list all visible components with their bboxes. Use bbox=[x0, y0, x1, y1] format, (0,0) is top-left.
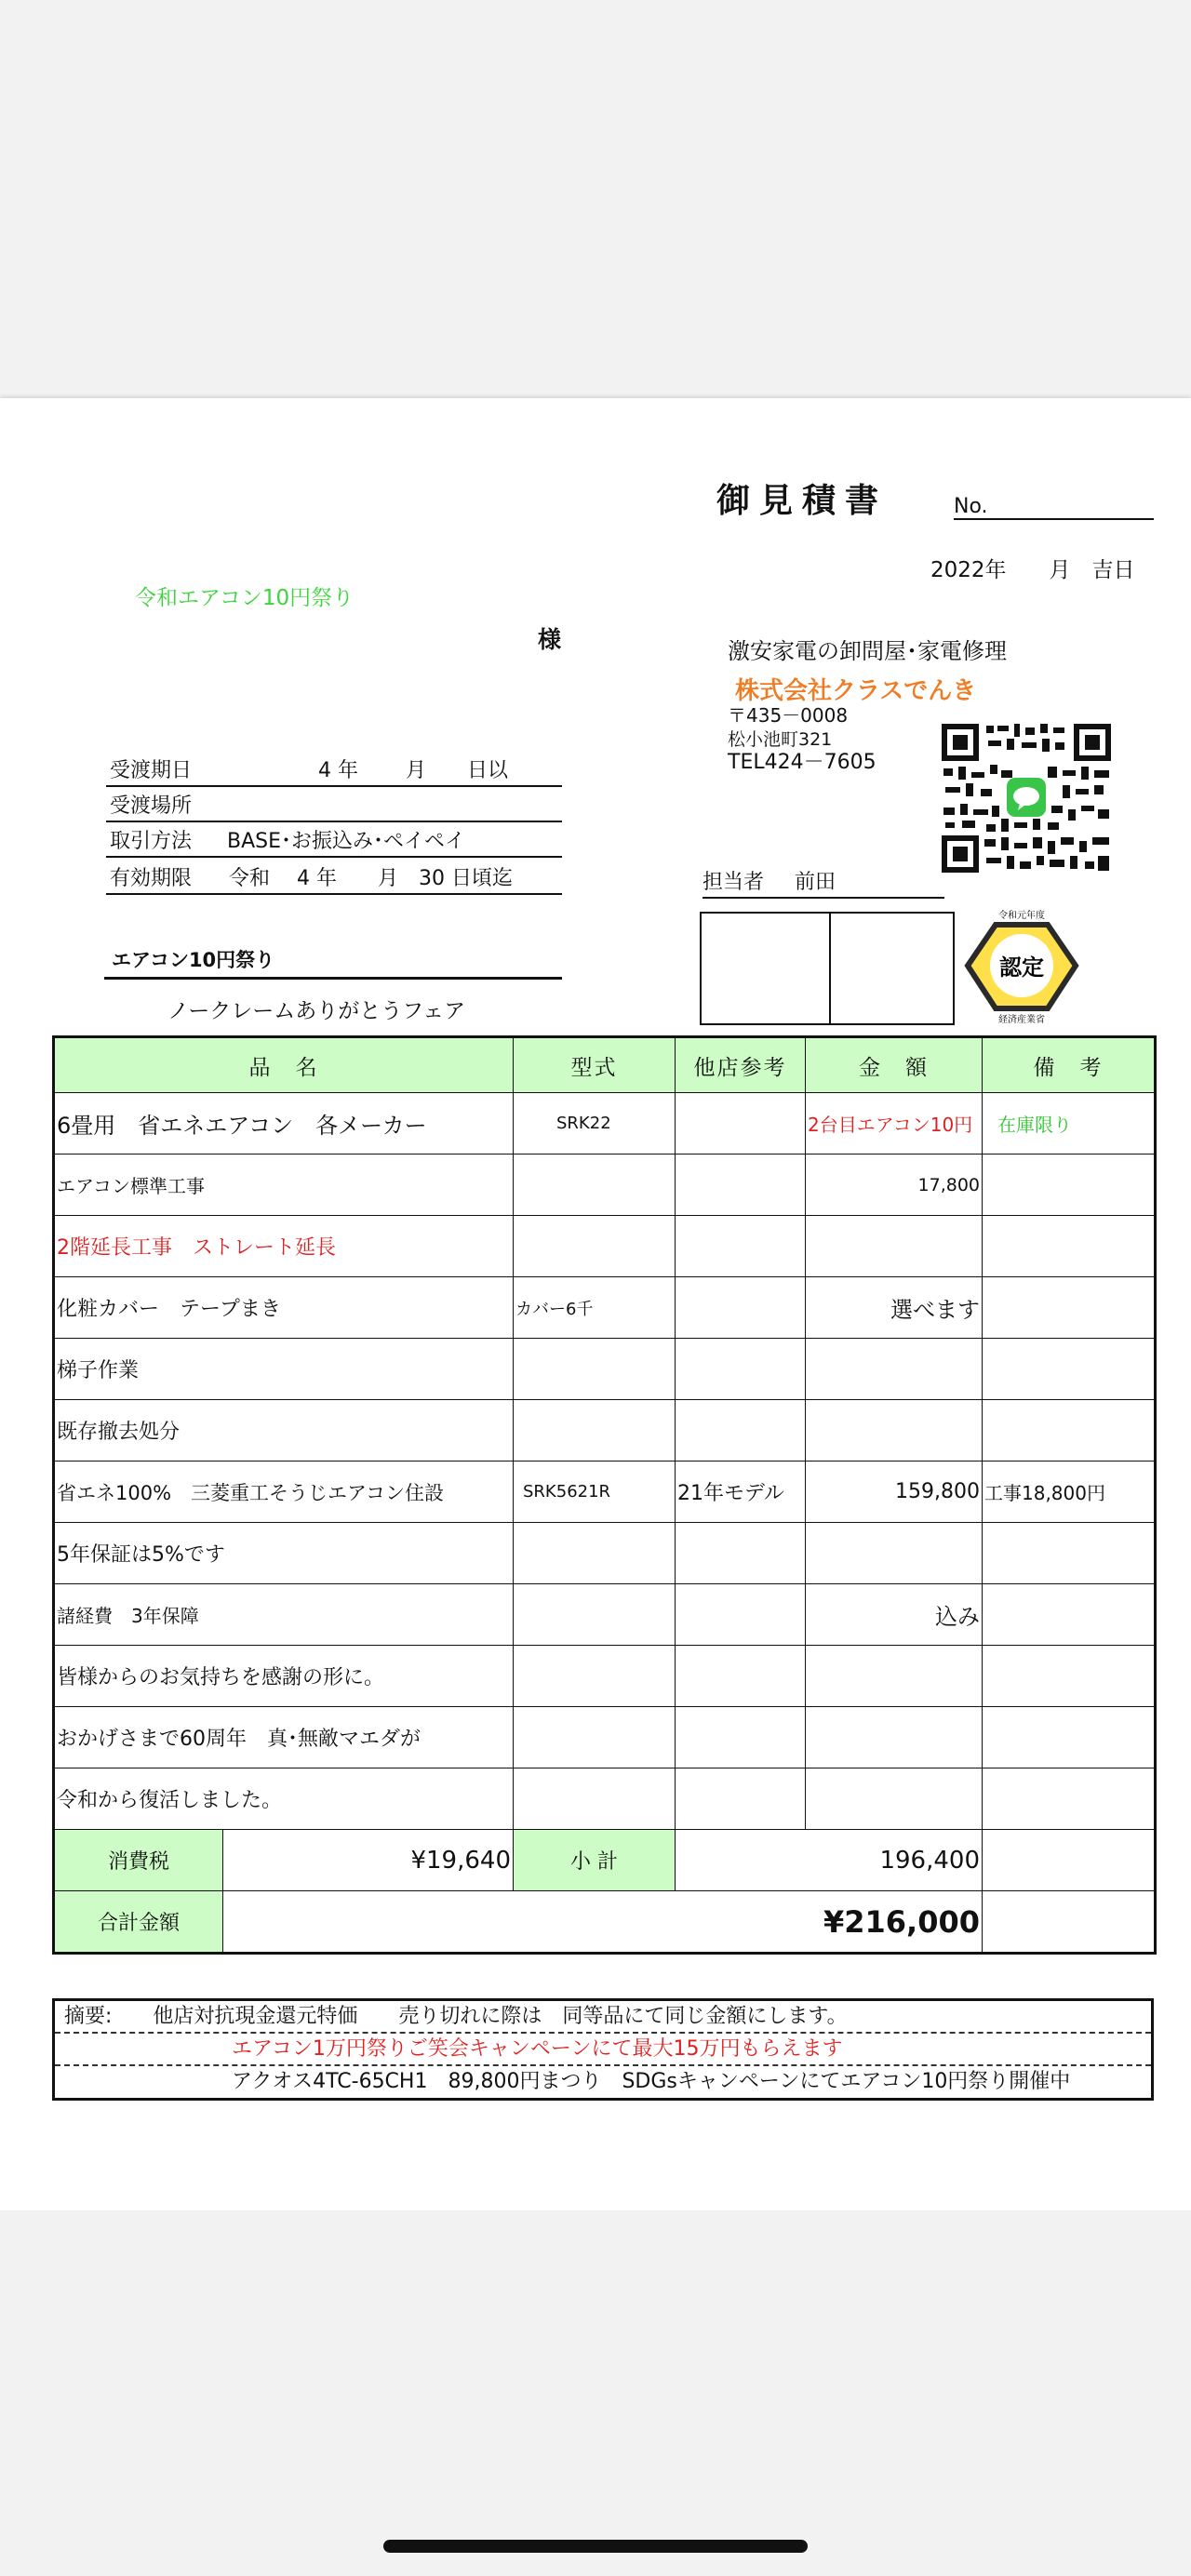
items-table bbox=[52, 1035, 1157, 1955]
item-ref bbox=[676, 1768, 806, 1830]
item-note bbox=[983, 1646, 1156, 1707]
item-name: おかげさまで60周年 真･無敵マエダが bbox=[54, 1707, 514, 1768]
summary-box bbox=[52, 1998, 1154, 2101]
validity-row bbox=[106, 865, 562, 895]
empty-cell bbox=[983, 1830, 1156, 1891]
item-ref bbox=[676, 1339, 806, 1400]
item-amount: 2台目エアコン10円 bbox=[806, 1093, 983, 1155]
header-other-store: 他店参考 bbox=[676, 1037, 806, 1093]
item-amount bbox=[806, 1400, 983, 1462]
item-amount: 17,800 bbox=[806, 1155, 983, 1216]
summary-line-1: 摘要: 他店対抗現金還元特価 売り切れに際は 同等品にて同じ金額にします。 bbox=[55, 2001, 1151, 2034]
person-in-charge-label: 担当者 bbox=[703, 871, 765, 894]
item-note bbox=[983, 1155, 1156, 1216]
item-ref bbox=[676, 1584, 806, 1646]
fair-title: エアコン10円祭り bbox=[112, 949, 275, 971]
item-amount bbox=[806, 1707, 983, 1768]
item-ref: 21年モデル bbox=[676, 1462, 806, 1523]
item-ref bbox=[676, 1216, 806, 1277]
item-model bbox=[514, 1523, 676, 1584]
campaign-heading: 令和エアコン10円祭り bbox=[135, 586, 355, 610]
document-title: 御見積書 bbox=[716, 482, 889, 520]
item-amount: 込み bbox=[806, 1584, 983, 1646]
header-remarks: 備 考 bbox=[983, 1037, 1156, 1093]
summary-line-2: エアコン1万円祭りご笑会キャンペーンにて最大15万円もらえます bbox=[55, 2034, 1151, 2066]
item-ref bbox=[676, 1707, 806, 1768]
subtotal-label: 小 計 bbox=[514, 1830, 676, 1891]
header-amount: 金 額 bbox=[806, 1037, 983, 1093]
item-model: SRK5621R bbox=[514, 1462, 676, 1523]
table-row bbox=[54, 1400, 1156, 1462]
table-row bbox=[54, 1646, 1156, 1707]
table-row bbox=[54, 1462, 1156, 1523]
tax-value: ¥19,640 bbox=[223, 1830, 514, 1891]
item-model bbox=[514, 1768, 676, 1830]
company-postal: 〒435－0008 bbox=[728, 704, 849, 727]
item-model bbox=[514, 1707, 676, 1768]
table-row bbox=[54, 1093, 1156, 1155]
item-note: 在庫限り bbox=[983, 1093, 1156, 1155]
company-address: 松小池町321 bbox=[728, 729, 833, 750]
payment-method-value: BASE･お振込み･ペイペイ bbox=[227, 830, 466, 853]
table-row bbox=[54, 1768, 1156, 1830]
validity-label: 有効期限 bbox=[110, 867, 193, 890]
item-model bbox=[514, 1155, 676, 1216]
badge-year: 令和元年度 bbox=[998, 911, 1045, 921]
item-amount bbox=[806, 1768, 983, 1830]
line-qr-code-icon bbox=[940, 722, 1113, 874]
table-row bbox=[54, 1216, 1156, 1277]
company-tel: TEL424－7605 bbox=[728, 751, 877, 774]
item-name: 皆様からのお気持ちを感謝の形に。 bbox=[54, 1646, 514, 1707]
item-note bbox=[983, 1277, 1156, 1339]
badge-issuer: 経済産業省 bbox=[998, 1015, 1045, 1025]
payment-method-label: 取引方法 bbox=[110, 830, 193, 853]
item-ref bbox=[676, 1523, 806, 1584]
badge-main: 認定 bbox=[999, 954, 1044, 981]
table-row bbox=[54, 1277, 1156, 1339]
item-name: 5年保証は5%です bbox=[54, 1523, 514, 1584]
total-value: ¥216,000 bbox=[223, 1891, 983, 1954]
item-model bbox=[514, 1400, 676, 1462]
delivery-date-label: 受渡期日 bbox=[110, 759, 193, 782]
delivery-date-row bbox=[106, 757, 562, 787]
item-model: カバー6千 bbox=[514, 1277, 676, 1339]
total-label: 合計金額 bbox=[54, 1891, 223, 1954]
item-name: 2階延長工事 ストレート延長 bbox=[54, 1216, 514, 1277]
delivery-place-label: 受渡場所 bbox=[110, 794, 193, 818]
item-ref bbox=[676, 1093, 806, 1155]
item-model bbox=[514, 1339, 676, 1400]
quote-number-field: No. bbox=[954, 495, 1154, 520]
table-row bbox=[54, 1155, 1156, 1216]
item-name: 令和から復活しました。 bbox=[54, 1768, 514, 1830]
tax-subtotal-row bbox=[54, 1830, 1156, 1891]
item-note bbox=[983, 1216, 1156, 1277]
item-name: エアコン標準工事 bbox=[54, 1155, 514, 1216]
item-amount: 159,800 bbox=[806, 1462, 983, 1523]
header-item-name: 品 名 bbox=[54, 1037, 514, 1093]
item-ref bbox=[676, 1155, 806, 1216]
delivery-place-row bbox=[106, 793, 562, 822]
item-model bbox=[514, 1216, 676, 1277]
item-note bbox=[983, 1339, 1156, 1400]
table-row bbox=[54, 1339, 1156, 1400]
item-amount bbox=[806, 1216, 983, 1277]
person-in-charge-row bbox=[703, 869, 944, 899]
quote-date: 2022年 月 吉日 bbox=[930, 558, 1135, 582]
tax-label: 消費税 bbox=[54, 1830, 223, 1891]
item-amount bbox=[806, 1339, 983, 1400]
certification-badge-icon bbox=[960, 908, 1083, 1025]
item-name: 既存撤去処分 bbox=[54, 1400, 514, 1462]
quotation-sheet bbox=[0, 398, 1191, 2210]
stamp-boxes bbox=[700, 912, 955, 1025]
item-model bbox=[514, 1584, 676, 1646]
item-name: 梯子作業 bbox=[54, 1339, 514, 1400]
home-indicator[interactable] bbox=[383, 2540, 808, 2553]
item-note bbox=[983, 1584, 1156, 1646]
item-ref bbox=[676, 1646, 806, 1707]
person-in-charge-name: 前田 bbox=[795, 871, 836, 894]
item-note bbox=[983, 1707, 1156, 1768]
item-name: 諸経費 3年保障 bbox=[54, 1584, 514, 1646]
item-ref bbox=[676, 1277, 806, 1339]
table-row bbox=[54, 1584, 1156, 1646]
table-row bbox=[54, 1707, 1156, 1768]
company-tagline: 激安家電の卸問屋･家電修理 bbox=[728, 638, 1007, 664]
table-header-row bbox=[54, 1037, 1156, 1093]
item-note bbox=[983, 1523, 1156, 1584]
customer-suffix: 様 bbox=[538, 626, 562, 653]
validity-value: 令和 4 年 月 30 日頃迄 bbox=[229, 867, 513, 890]
company-name: 株式会社クラスでんき bbox=[735, 677, 977, 705]
payment-method-row bbox=[106, 828, 562, 858]
fair-subtitle: ノークレームありがとうフェア bbox=[167, 999, 466, 1023]
item-note bbox=[983, 1768, 1156, 1830]
item-name: 省エネ100% 三菱重工そうじエアコン住設 bbox=[54, 1462, 514, 1523]
item-name: 6畳用 省エネエアコン 各メーカー bbox=[54, 1093, 514, 1155]
item-ref bbox=[676, 1400, 806, 1462]
item-amount: 選べます bbox=[806, 1277, 983, 1339]
item-amount bbox=[806, 1523, 983, 1584]
item-note bbox=[983, 1400, 1156, 1462]
item-amount bbox=[806, 1646, 983, 1707]
total-row bbox=[54, 1891, 1156, 1954]
subtotal-value: 196,400 bbox=[676, 1830, 983, 1891]
delivery-date-value: 4 年 月 日以 bbox=[318, 759, 508, 782]
item-note: 工事18,800円 bbox=[983, 1462, 1156, 1523]
empty-cell bbox=[983, 1891, 1156, 1954]
header-model: 型式 bbox=[514, 1037, 676, 1093]
table-row bbox=[54, 1523, 1156, 1584]
item-model bbox=[514, 1646, 676, 1707]
item-name: 化粧カバー テープまき bbox=[54, 1277, 514, 1339]
item-model: SRK22 bbox=[514, 1093, 676, 1155]
summary-line-3: アクオス4TC-65CH1 89,800円まつり SDGsキャンペーンにてエアコン10円祭り開催中 bbox=[232, 2070, 1071, 2093]
fair-underline bbox=[104, 977, 562, 980]
